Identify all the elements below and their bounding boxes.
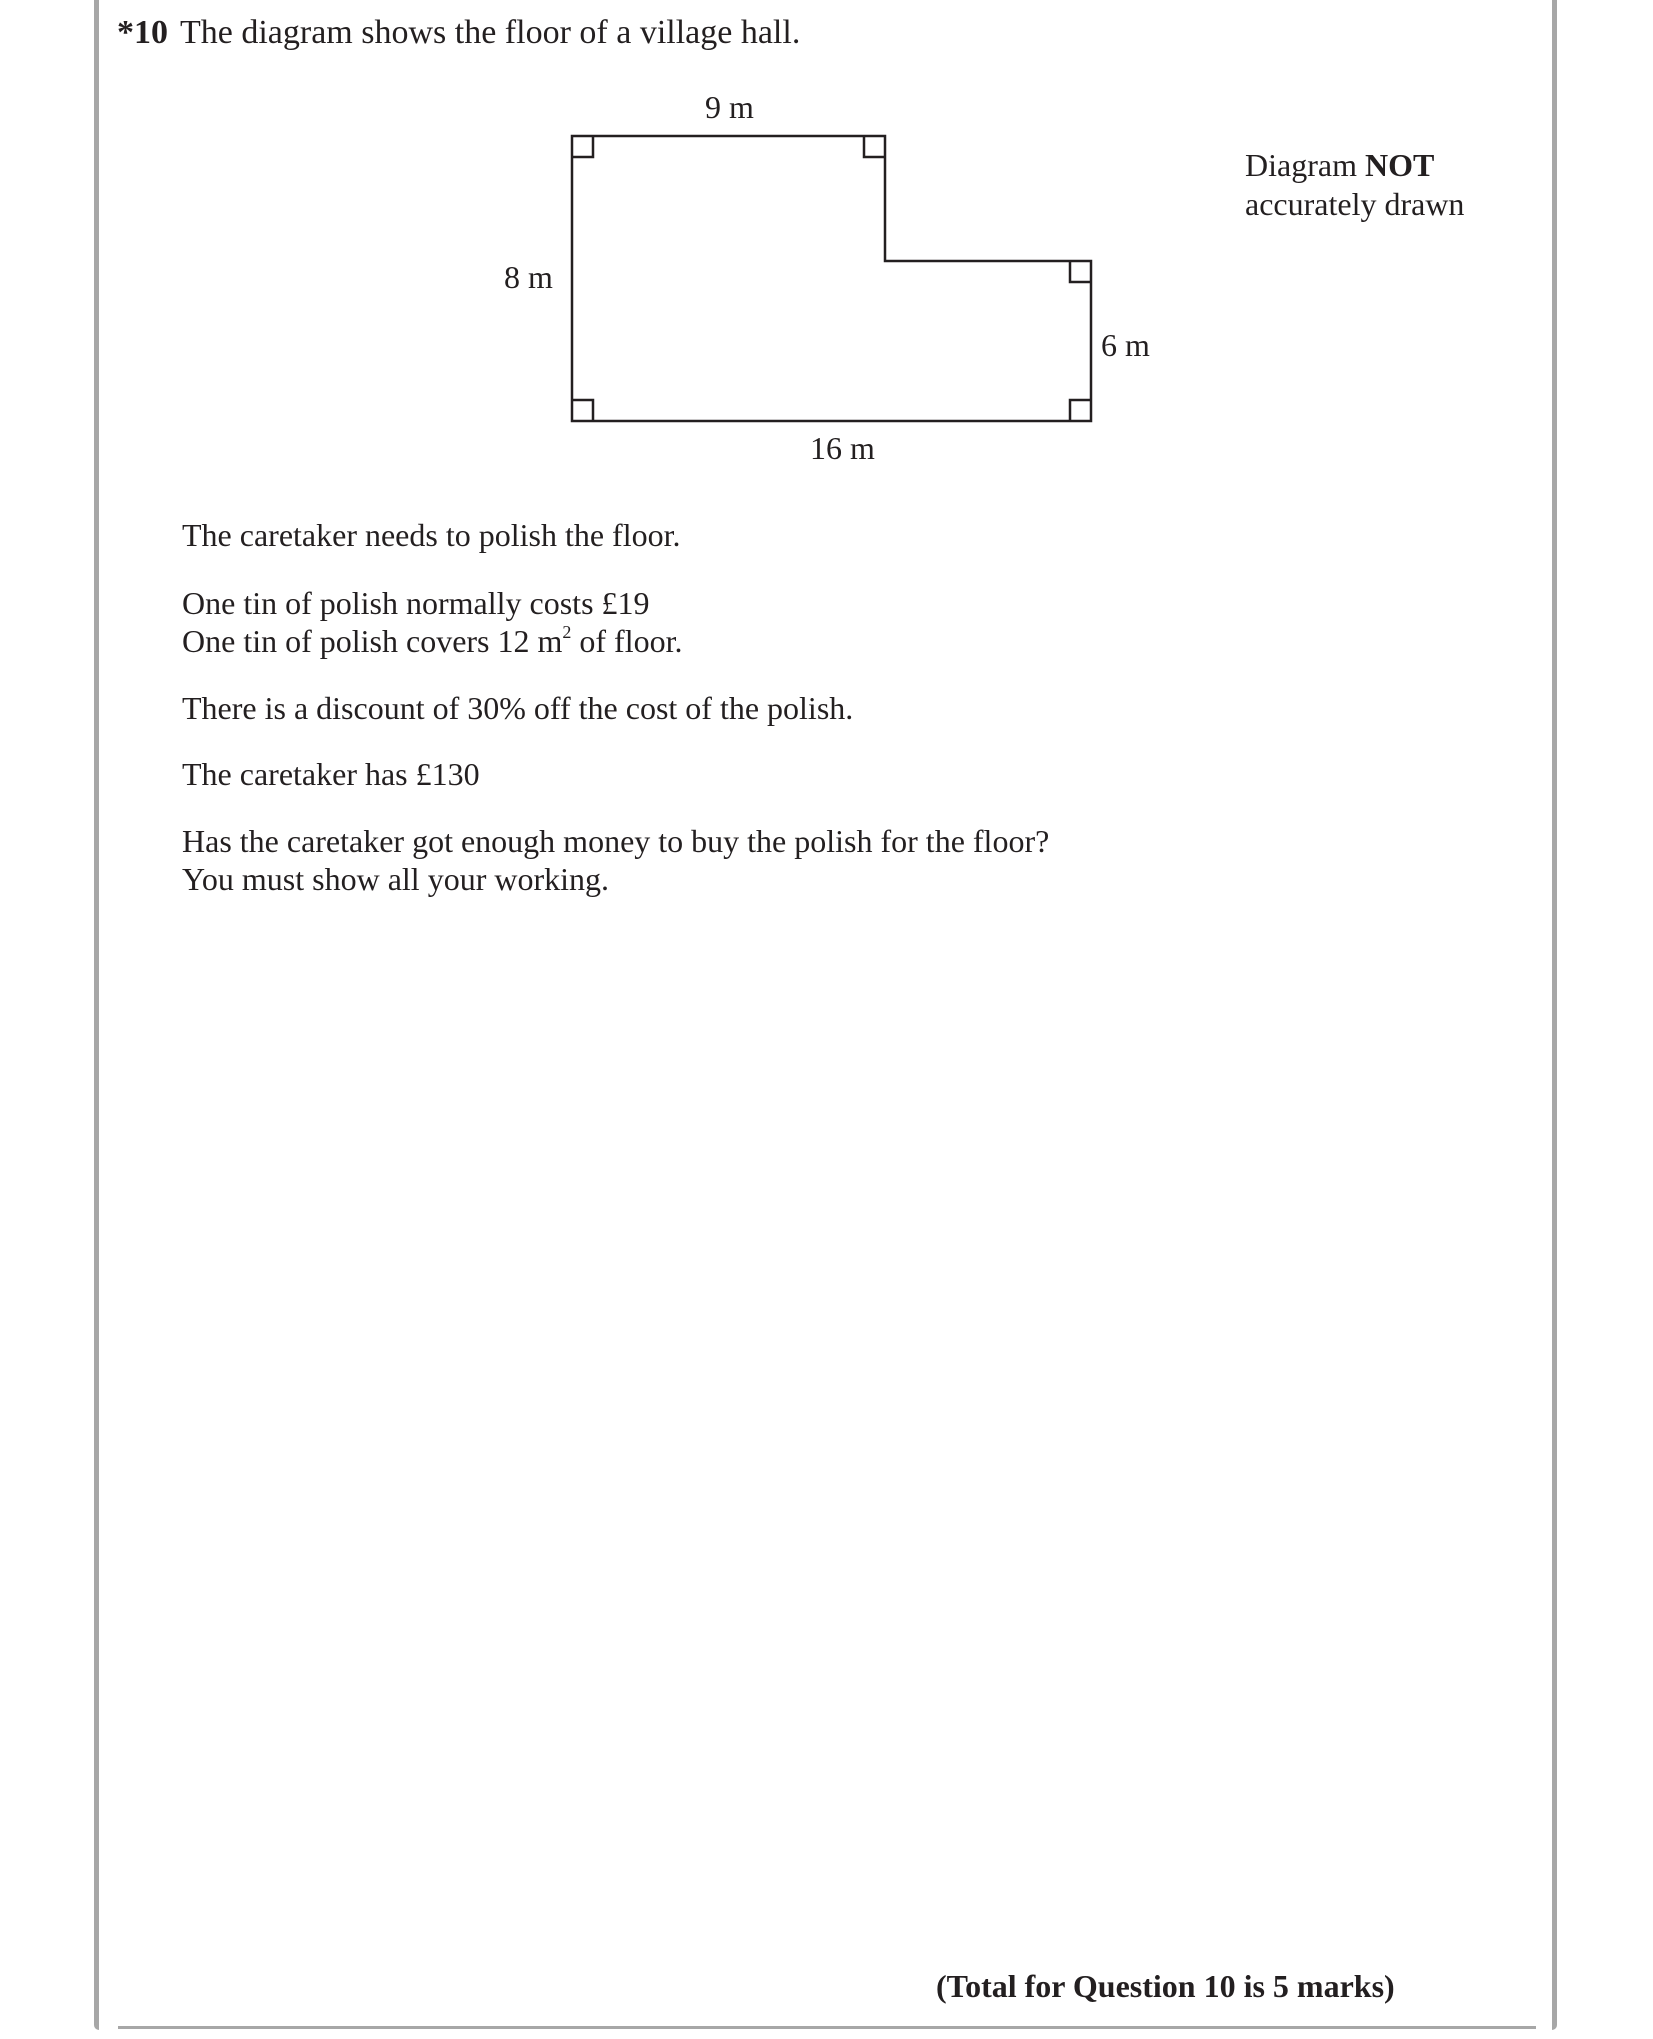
note-bold: NOT	[1364, 147, 1435, 183]
body-line-1: The caretaker needs to polish the floor.	[182, 517, 681, 553]
body-line-3	[182, 622, 682, 660]
right-angle-marker-top-notch	[864, 136, 885, 157]
body-line-3-suffix: of floor.	[571, 623, 683, 659]
right-angle-marker-bottom-left	[572, 400, 593, 421]
floor-outline	[572, 136, 1091, 421]
dimension-label-bottom: 16 m	[810, 430, 875, 466]
diagram-accuracy-note	[1245, 146, 1464, 224]
right-angle-marker-step-right	[1070, 261, 1091, 282]
body-line-2: One tin of polish normally costs £19	[182, 585, 650, 621]
right-angle-marker-bottom-right	[1070, 400, 1091, 421]
question-number: *10	[117, 14, 168, 51]
right-angle-marker-top-left	[572, 136, 593, 157]
question-intro: The diagram shows the floor of a village hall.	[180, 14, 801, 51]
body-line-3-text: One tin of polish covers 12 m	[182, 623, 563, 659]
dimension-label-left: 8 m	[504, 259, 553, 295]
question-total-marks: (Total for Question 10 is 5 marks)	[936, 1968, 1395, 2004]
body-line-7: You must show all your working.	[182, 861, 609, 897]
note-prefix: Diagram	[1245, 147, 1357, 183]
body-line-4: There is a discount of 30% off the cost of the polish.	[182, 690, 854, 726]
body-line-6: Has the caretaker got enough money to buy the polish for the floor?	[182, 823, 1050, 859]
note-suffix: accurately drawn	[1245, 186, 1465, 222]
dimension-label-top: 9 m	[705, 89, 754, 125]
superscript: 2	[562, 622, 572, 642]
bottom-rule	[118, 2026, 1536, 2029]
dimension-label-right: 6 m	[1101, 327, 1150, 363]
body-line-5: The caretaker has £130	[182, 756, 480, 792]
